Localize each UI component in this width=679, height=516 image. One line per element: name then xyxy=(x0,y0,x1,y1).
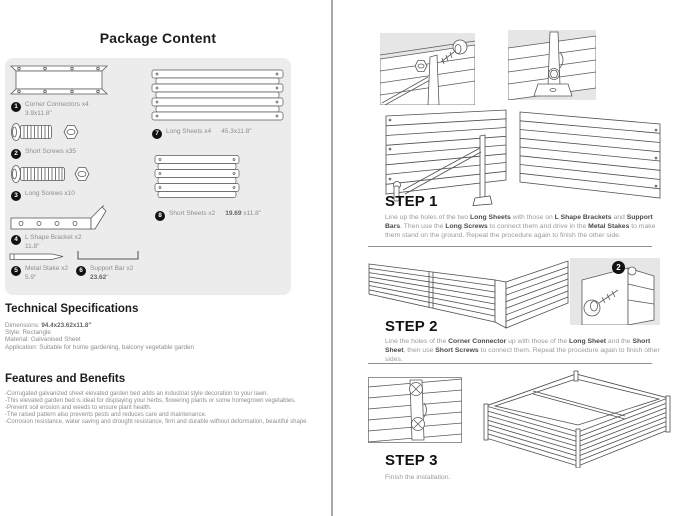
part-dimension-unit: " xyxy=(106,273,109,281)
feature-item: -Corrugated galvanized sheet elevated garden bed adds an industrial style decoration to your lawn. xyxy=(5,391,269,397)
technical-specifications-heading: Technical Specifications xyxy=(5,303,139,315)
part-number-badge: 4 xyxy=(11,235,21,245)
part-item-long-screws xyxy=(11,190,75,199)
step-divider xyxy=(368,363,652,364)
part-item-support-bar xyxy=(76,265,133,283)
step2-heading: STEP 2 xyxy=(385,318,438,335)
assembled-garden-bed-illustration xyxy=(478,366,673,468)
spec-style: Style: Rectangle xyxy=(5,329,51,337)
step2-instructions: Line the holes of the Corner Connector up with those of the Long Sheet and the Short Sheet, then use Short Screws to connect them. Repeat the procedure again to finish other sides. xyxy=(385,338,660,364)
part-label: L Shape Bracket x2 xyxy=(25,234,82,241)
bracket-detail-illustration xyxy=(508,30,596,100)
part-item-short-sheets xyxy=(155,210,261,219)
part-item-corner-connectors xyxy=(11,101,89,119)
long-screw-icon xyxy=(9,162,101,186)
features-benefits-list xyxy=(5,391,335,426)
spec-application: Application: Suitable for home gardening, balcony vegetable garden xyxy=(5,343,195,351)
features-benefits-heading: Features and Benefits xyxy=(5,373,126,385)
feature-item: -The raised pattern also prevents pests and reduces care and maintenance. xyxy=(5,411,207,418)
column-divider xyxy=(331,0,333,516)
feature-item: -This elevated garden bed is ideal for displaying your herbs, flowering plants or some homegrown vegetables. xyxy=(5,397,296,404)
part-dimension-unit: x11.8" xyxy=(241,210,262,217)
l-shape-bracket-diagram xyxy=(9,205,109,233)
part-number-badge: 6 xyxy=(76,266,86,276)
feature-item: -Corrosion resistance, water saving and drought resistance, firm and durable without deformation, beautiful shape xyxy=(5,418,307,425)
step-divider xyxy=(368,246,652,247)
part-dimension: 11.8" xyxy=(25,242,40,250)
short-screw-icon xyxy=(9,120,87,144)
package-content-title: Package Content xyxy=(99,30,217,46)
part-label: Short Sheets x2 xyxy=(169,210,216,217)
part-number-badge: 5 xyxy=(11,266,21,276)
long-sheets-diagram xyxy=(150,66,285,124)
corner-connector-diagram xyxy=(9,63,109,97)
support-bar-diagram xyxy=(76,250,140,261)
part-dimension: 5.9" xyxy=(25,273,37,281)
part-number-badge: 3 xyxy=(11,191,21,201)
step3-heading: STEP 3 xyxy=(385,452,438,469)
step1-assembly-illustration xyxy=(378,106,663,206)
part-dimension: 45.3x11.8" xyxy=(221,128,252,135)
part-dimension: 19.69 xyxy=(225,210,242,217)
part-label: Metal Stake x2 xyxy=(25,265,68,272)
part-dimension: 3.9x11.8" xyxy=(25,109,52,117)
part-item-l-shape-bracket xyxy=(11,234,82,252)
short-sheets-diagram xyxy=(153,152,241,202)
part-label: Long Screws x10 xyxy=(25,190,75,197)
step3-screw-detail-illustration xyxy=(368,377,462,443)
part-label: Corner Connectors x4 xyxy=(25,101,89,108)
step3-instructions: Finish the installation. xyxy=(385,474,451,481)
part-reference-badge: 2 xyxy=(612,261,625,274)
part-item-short-screws xyxy=(11,148,76,157)
part-item-metal-stake xyxy=(11,265,68,283)
part-number-badge: 2 xyxy=(11,149,21,159)
spec-material: Material: Galvanised Sheet xyxy=(5,336,81,344)
metal-stake-diagram xyxy=(8,252,66,261)
part-item-long-sheets xyxy=(152,128,252,137)
part-number-badge: 7 xyxy=(152,129,162,139)
part-label: Support Bar x2 xyxy=(90,265,134,272)
part-label: Long Sheets x4 xyxy=(166,128,212,135)
technical-specifications-list xyxy=(5,322,331,351)
part-label: Short Screws x35 xyxy=(25,148,76,155)
screw-detail-illustration xyxy=(380,33,475,105)
spec-dimensions: Dimensions: 94.4x23.62x11.8" xyxy=(5,322,92,329)
part-dimension: 23.62 xyxy=(90,273,107,281)
part-number-badge: 8 xyxy=(155,211,165,221)
step1-instructions: Line up the holes of the two Long Sheets with those on L Shape Brackets and Support Bars. Then use the Long Screws to connect them and drive in the Metal Stakes to make them stand on the ground. Repeat the procedure again to finish the other side. xyxy=(385,214,656,240)
step1-heading: STEP 1 xyxy=(385,193,438,210)
part-number-badge: 1 xyxy=(11,102,21,112)
feature-item: -Prevent soil erosion and weeds to ensure plant health. xyxy=(5,404,152,411)
